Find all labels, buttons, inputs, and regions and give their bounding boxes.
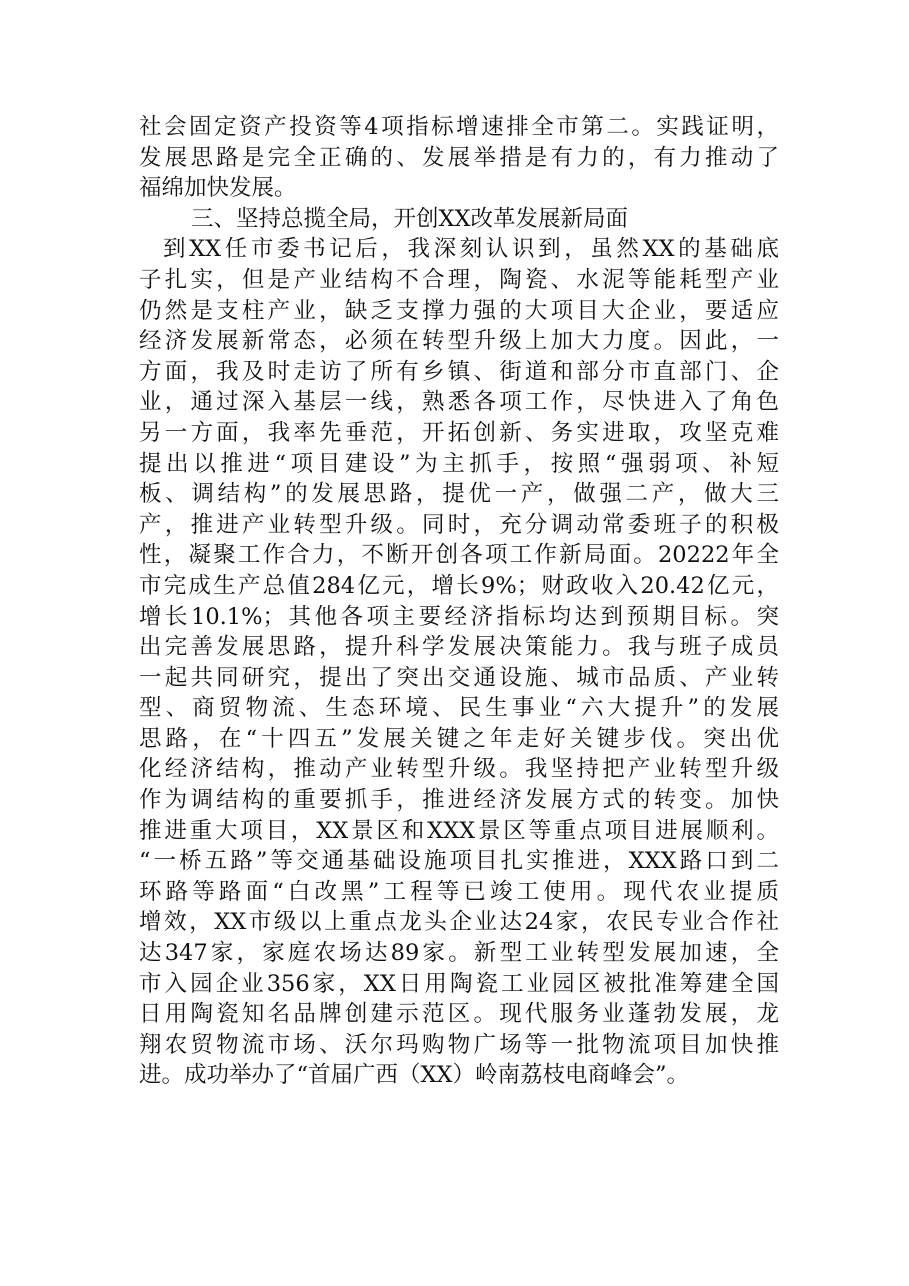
text-line: 翔农贸物流市场、沃尔玛购物广场等一批物流项目加快推 xyxy=(139,1031,779,1058)
body-text xyxy=(139,112,779,1091)
text-line: 环路等路面“白改黑”工程等已竣工使用。现代农业提质 xyxy=(139,878,779,905)
text-line: 方面，我及时走访了所有乡镇、街道和部分市直部门、企 xyxy=(139,358,779,385)
text-line: 性，凝聚工作合力，不断开创各项工作新局面。20222年全 xyxy=(139,542,779,569)
text-line: 经济发展新常态，必须在转型升级上加大力度。因此，一 xyxy=(139,328,779,355)
text-line: 作为调结构的重要抓手，推进经济发展方式的转变。加快 xyxy=(139,787,779,814)
section-heading: 三、坚持总揽全局，开创XX改革发展新局面 xyxy=(191,205,629,232)
text-line: 发展思路是完全正确的、发展举措是有力的，有力推动了 xyxy=(139,144,779,171)
text-line: 提出以推进“项目建设”为主抓手，按照“强弱项、补短 xyxy=(139,450,779,477)
text-line: 板、调结构”的发展思路，提优一产，做强二产，做大三 xyxy=(139,481,779,508)
text-line: 增效，XX市级以上重点龙头企业达24家，农民专业合作社 xyxy=(139,909,779,936)
text-line: 仍然是支柱产业，缺乏支撑力强的大项目大企业，要适应 xyxy=(139,297,779,324)
text-line: 日用陶瓷知名品牌创建示范区。现代服务业蓬勃发展，龙 xyxy=(139,1001,779,1028)
text-line: 市入园企业356家，XX日用陶瓷工业园区被批准筹建全国 xyxy=(139,970,779,997)
text-line: 型、商贸物流、生态环境、民生事业“六大提升”的发展 xyxy=(139,695,779,722)
text-line: 子扎实，但是产业结构不合理，陶瓷、水泥等能耗型产业 xyxy=(139,266,779,293)
text-line: 产，推进产业转型升级。同时，充分调动常委班子的积极 xyxy=(139,511,779,538)
text-line: 社会固定资产投资等4项指标增速排全市第二。实践证明， xyxy=(139,114,779,140)
text-line: 思路，在“十四五”发展关键之年走好关键步伐。突出优 xyxy=(139,725,779,752)
text-line: 福绵加快发展。 xyxy=(139,175,297,202)
text-line: 推进重大项目，XX景区和XXX景区等重点项目进展顺利。 xyxy=(139,817,779,844)
text-line: 另一方面，我率先垂范，开拓创新、务实进取，攻坚克难 xyxy=(139,419,779,446)
text-line: 达347家，家庭农场达89家。新型工业转型发展加速，全 xyxy=(139,940,779,967)
text-line: “一桥五路”等交通基础设施项目扎实推进，XXX路口到二 xyxy=(139,848,779,875)
text-line: 到XX任市委书记后，我深刻认识到，虽然XX的基础底 xyxy=(163,236,779,263)
text-line: 业，通过深入基层一线，熟悉各项工作，尽快进入了角色 xyxy=(139,389,779,416)
text-line: 进。成功举办了“首届广西（XX）岭南荔枝电商峰会”。 xyxy=(139,1062,690,1089)
text-line: 增长10.1%；其他各项主要经济指标均达到预期目标。突 xyxy=(139,603,779,630)
text-line: 市完成生产总值284亿元，增长9%；财政收入20.42亿元， xyxy=(139,572,779,599)
text-line: 一起共同研究，提出了突出交通设施、城市品质、产业转 xyxy=(139,664,779,691)
text-line: 化经济结构，推动产业转型升级。我坚持把产业转型升级 xyxy=(139,756,779,783)
text-line: 出完善发展思路，提升科学发展决策能力。我与班子成员 xyxy=(139,634,779,661)
